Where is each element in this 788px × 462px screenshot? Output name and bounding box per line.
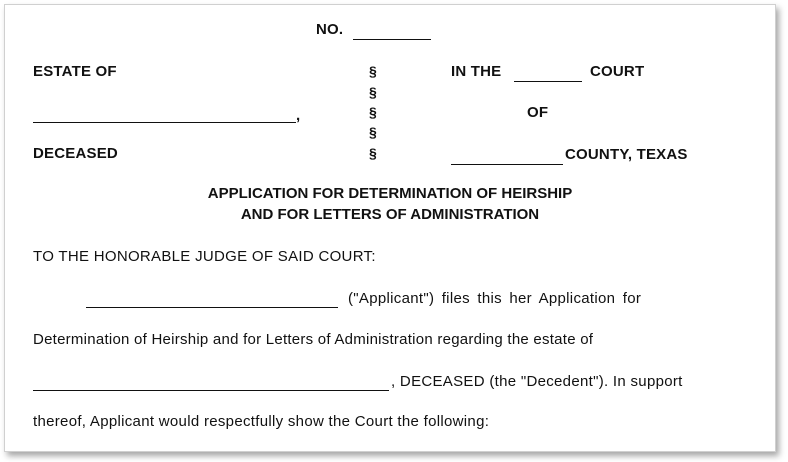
county-texas-label: COUNTY, TEXAS	[565, 146, 688, 163]
section-mark: §	[369, 124, 377, 140]
cause-number-blank[interactable]	[353, 38, 431, 40]
estate-of-label: ESTATE OF	[33, 63, 117, 80]
caption-comma: ,	[296, 107, 301, 124]
applicant-name-blank[interactable]	[86, 306, 338, 308]
county-name-blank[interactable]	[451, 163, 563, 165]
court-name-blank[interactable]	[514, 80, 582, 82]
in-the-label: IN THE	[451, 63, 502, 80]
body-line-1: ("Applicant") files this her Application for	[348, 290, 642, 307]
of-label: OF	[527, 104, 549, 121]
document-title-line1: APPLICATION FOR DETERMINATION OF HEIRSHIP	[207, 185, 573, 202]
salutation: TO THE HONORABLE JUDGE OF SAID COURT:	[33, 248, 376, 265]
body-line-2: Determination of Heirship and for Letters of Administration regarding the estate of	[33, 331, 594, 348]
decedent-name-body-blank[interactable]	[33, 389, 389, 391]
section-mark: §	[369, 145, 377, 161]
section-mark: §	[369, 63, 377, 79]
deceased-label: DECEASED	[33, 145, 118, 162]
decedent-name-blank[interactable]	[33, 121, 296, 123]
court-label: COURT	[590, 63, 645, 80]
section-mark: §	[369, 104, 377, 120]
body-line-4: thereof, Applicant would respectfully show the Court the following:	[33, 413, 490, 430]
section-mark: §	[369, 84, 377, 100]
body-line-3: , DECEASED (the "Decedent"). In support	[391, 373, 683, 390]
document-title-line2: AND FOR LETTERS OF ADMINISTRATION	[240, 206, 540, 223]
document-page	[4, 4, 776, 452]
cause-number-label: NO.	[316, 21, 344, 38]
